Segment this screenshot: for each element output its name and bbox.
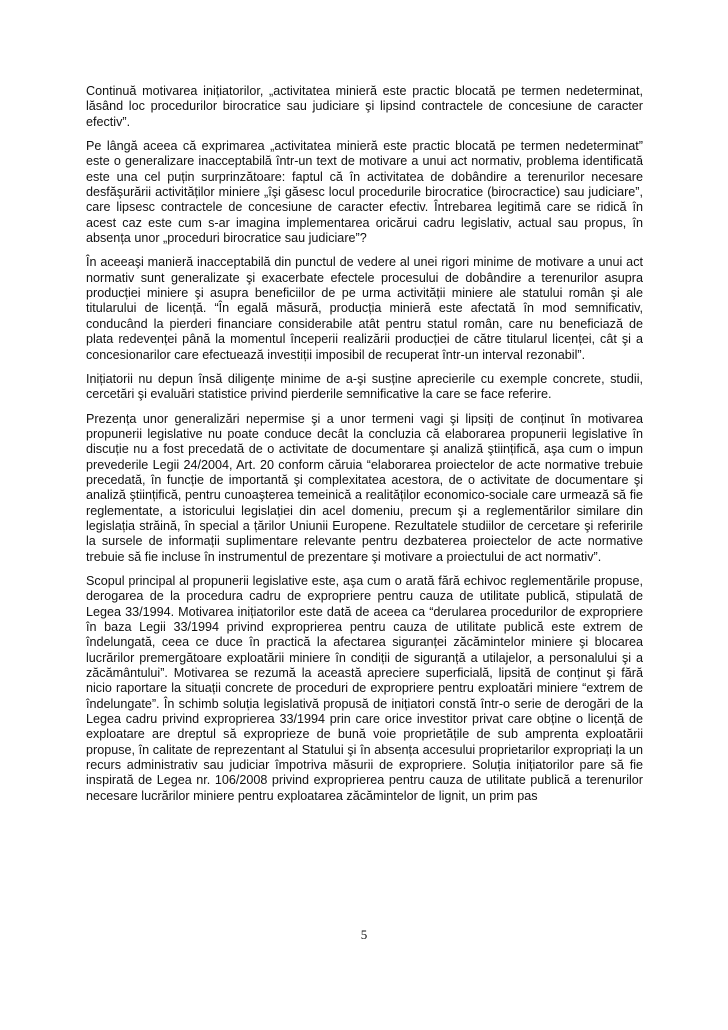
paragraph: Inițiatorii nu depun însă diligențe minime de a-şi susține aprecierile cu exemple concrete, studii, cercetări şi evaluări statistice privind pierderile semnificative la care se face referire.: [86, 371, 643, 402]
paragraph: Pe lângă aceea că exprimarea „activitatea minieră este practic blocată pe termen nedeterminat” este o generalizare inacceptabilă într-un text de motivare a unui act normativ, problema identificată este una cel puțin surprinzătoare: faptul că în activitatea de dobândire a terenurilor necesare desfăşurării activităților miniere „îşi găsesc locul procedurile birocratice (birocractice) sau judiciare”, care lipsesc contractele de concesiune de caracter efectiv. Întrebarea legitimă care se ridică în acest caz este cum s-ar imagina implementarea oricărui cadru legislativ, actual sau propus, în absența unor „proceduri birocratice sau judiciare”?: [86, 139, 643, 246]
paragraph: Continuă motivarea inițiatorilor, „activitatea minieră este practic blocată pe termen nedeterminat, lăsând loc procedurilor birocratice sau judiciare şi lipsind contractele de concesiune de caracter efectiv”.: [86, 84, 643, 129]
page-number: 5: [360, 927, 368, 942]
paragraph: Prezența unor generalizări nepermise şi a unor termeni vagi şi lipsiți de conținut în motivarea propunerii legislative nu poate conduce decât la concluzia că elaborarea propunerii legislative în discuție nu a fost precedată de o activitate de documentare şi analiză ştiințifică, aşa cum o impun prevederile Legii 24/2004, Art. 20 conform căruia “elaborarea proiectelor de acte normative trebuie precedată, în funcție de importantă şi complexitatea acestora, de o activitate de documentare şi analiză ştiințifică, pentru cunoaşterea temeinică a realităților economico-sociale care urmează să fie reglementate, a istoricului legislației din acel domeniu, precum şi a reglementărilor similare din legislația străină, în special a țărilor Uniunii Europene. Rezultatele studiilor de cercetare şi referirile la sursele de informații suplimentare relevante pentru dezbaterea proiectelor de acte normative trebuie să fie incluse în instrumentul de prezentare şi motivare a proiectului de act normativ”.: [86, 411, 643, 564]
paragraph: Scopul principal al propunerii legislative este, aşa cum o arată fără echivoc reglementările propuse, derogarea de la procedura cadru de expropriere pentru cauza de utilitate publică, stipulată de Legea 33/1994. Motivarea inițiatorilor este dată de aceea ca “derularea procedurilor de expropriere în baza Legii 33/1994 privind exproprierea pentru cauza de utilitate publică este extrem de îndelungată, ceea ce duce în practică la afectarea siguranței zăcămintelor miniere şi blocarea lucrărilor premergătoare exploatării miniere în condiții de siguranță a utilajelor, a personalului şi a zăcământului”. Motivarea se rezumă la această apreciere superficială, lipsită de conținut şi fără nicio raportare la situații concrete de proceduri de expropriere pentru exploatări miniere “extrem de îndelungate”. În schimb soluția legislativă propusă de inițiatori constă într-o serie de derogări de la Legea cadru privind exproprierea 33/1994 prin care orice investitor privat care obține o licență de exploatare are dreptul să exproprieze de bună voie proprietățile de sub amprenta exploatării propuse, în calitate de reprezentant al Statului şi în absența accesului proprietarilor expropriați la un recurs administrativ sau judiciar împotriva măsurii de expropriere. Soluția inițiatorilor pare să fie inspirată de Legea nr. 106/2008 privind exproprierea pentru cauza de utilitate publică a terenurilor necesare lucrărilor miniere pentru exploatarea zăcămintelor de lignit, un prim pas: [86, 573, 643, 803]
paragraph: În aceeaşi manieră inacceptabilă din punctul de vedere al unei rigori minime de motivare a unui act normativ sunt generalizate şi exacerbate efectele procesului de dobândire a terenurilor asupra producției miniere şi asupra beneficiilor de pe urma activității miniere ale statului român şi ale titularului de licență. “În egală măsură, producția minieră este afectată în mod semnificativ, conducând la pierderi financiare considerabile atât pentru statul român, care nu beneficiază de plata redevenței până la momentul începerii realizării producției de către titularul licenței, cât şi a concesionarilor care efectuează investiții imposibil de recuperat într-un interval rezonabil”.: [86, 255, 643, 362]
document-body: [86, 84, 643, 813]
